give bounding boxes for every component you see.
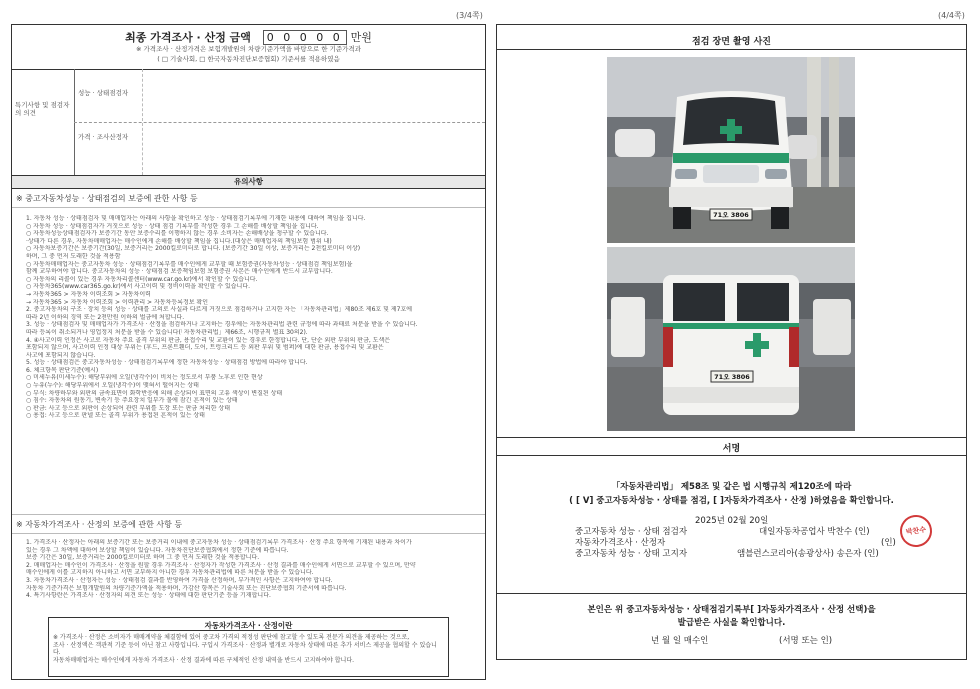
final-price-title-text: 최종 가격조사 · 산정 금액 [125,31,251,44]
page-number: (3/4쪽) [456,11,483,20]
section3-box [48,617,449,677]
section2-list-item: 있는 경우 그 차액에 대하여 보상할 책임이 있습니다. 자동차진단보증협회에서 정한 기준에 따릅니다. [26,546,289,554]
section1-list-item: ○ 용접: 사고 등으로 판넬 또는 골격 부위가 용접된 흔적이 있는 상태 [26,412,205,420]
section1-title: ※ 중고자동차성능 · 상태점검의 보증에 관한 사항 등 [16,194,198,203]
divider [12,514,485,515]
notifier-role: 중고자동차 성능 · 상태 고지자 [575,549,688,559]
section2-list-item: 자동차 기준가격은 보험개발원의 차량기준가액을 적용하며, 가감산 항목은 기술사회 또는 진단보증협회 기준서에 따릅니다. [26,584,347,592]
notice-title: 유의사항 [12,175,485,189]
section1-list-item: ○ 자동차보증기간은 보증기간(30일, 보증거리는 2000킬로미터로 합니다. (보증기간 30일 이상, 보증거리는 2천킬로미터 이상) [26,245,361,253]
buyer-signature-placeholder: (서명 또는 인) [779,636,833,646]
photo-section-title: 점검 장면 촬영 사진 [692,37,771,47]
section1-list-item: ○ 자동차의 리콜이 있는 경우 자동차리콜센터(www.car.go.kr)에서 확인할 수 있습니다. [26,275,258,283]
special-notes-label: 특기사항 및 점검자의 의견 [15,101,70,117]
section2-list-item: 보증 기간은 30일, 보증거리는 2000킬로미터로 하며 그 중 먼저 도래한 것을 적용합니다. [26,554,260,562]
section1-list-item: ○ 부식: 차량하부와 외판의 금속표면이 화학반응에 의해 손상되어 표면의 고유 색상이 변질된 상태 [26,389,283,397]
section1-list-item: ○ 누유(누수): 해당부위에서 오일(냉각수)이 맺혀서 떨어지는 상태 [26,382,199,390]
receipt-line2: 발급받은 사실을 확인합니다. [677,618,786,628]
section1-list-item: ○ 미세누유(미세누수): 해당부위에 오일(냉각수)이 비치는 정도로서 부품 노후로 인한 현상 [26,374,263,382]
front-photo [607,57,855,243]
price-note-line2: ( □ 기술사회, □ 한국자동차진단보증협회) 기준서를 적용하였음 [157,55,340,63]
notifier-name: 앰블런스코리아(송광상사) 송은자 (인) [737,549,879,559]
inspector-label: 성능 · 상태점검자 [78,89,129,97]
section2-list-item: 3. 자동차가격조사 · 산정자는 성능 · 상태점검 결과를 반영하여 가격을 산정하며, 부가적인 사항은 고지하여야 합니다. [26,576,333,584]
inspector-name: 대일자동차공업사 박찬수 (인) [759,527,870,537]
section1-list [26,215,477,420]
section3-text-line: 조사 · 산정액은 객관적 기준 등이 아닌 참고 사항입니다. 구입시 가격조사 · 산정과 별개로 자동차 상태에 따른 추가 서비스 제공을 협의할 수 있습니다. [53,641,437,657]
section2-list-item: 2. 매매업자는 매수인이 가격조사 · 산정을 원할 경우 가격조사 · 산정자가 작성한 가격조사 · 산정 결과를 매수인에게 서면으로 교부할 수 있으며, 만약 [26,561,416,569]
divider [12,533,485,534]
signature-section-title: 서명 [722,444,741,454]
divider [12,207,485,208]
section1-list-item: ○ 침수: 자동차의 원동기, 변속기 등 주요장치 일부가 물에 잠긴 흔적이 있는 상태 [26,397,238,405]
rear-ambulance-image [607,247,855,431]
divider [142,69,143,175]
section1-list-item: ○ 자동차365(www.car365.go.kr)에서 사고이력 및 정비이력을 확인할 수 있습니다. [26,283,251,291]
inspector-seal: 박찬수 [898,513,934,549]
section1-list-item: 5. 성능 · 상태점검은 중고자동차성능 · 상태점검기록부에 정한 자동차성능 · 상태점검 방법에 따라야 합니다. [26,359,308,367]
section1-list-item: ○ 자동차매매업자는 중고자동차 성능 · 상태점검기록부를 매수인에게 교부할 때 보험증권(자동차성능 · 상태점검 책임보험)을 [26,260,353,268]
section1-list-item: → 자동차365 > 자동차 이력조회 > 자동차이력 [26,290,151,298]
page-number: (4/4쪽) [938,11,965,20]
section2-list-item: 1. 가격조사 · 산정자는 아래의 보증기간 또는 보증거리 이내에 중고자동차 성능 · 상태점검기록부 가격조사 · 산정 주요 항목에 기재된 내용과 차이가 [26,539,412,546]
section3-text-line: 자동차매매업자는 매수인에게 자동차 가격조사 · 산정 결과에 따른 구체적인 산정 내역을 반드시 고지하여야 합니다. [53,656,355,664]
appraiser-role: 자동차가격조사 · 산정자 [575,538,666,548]
divider [497,437,966,438]
inspector-role: 중고자동차 성능 · 상태 점검자 [575,527,688,537]
section1-list-item: 하며, 그 중 먼저 도래한 것을 적용함 [26,252,121,260]
section1-list-item: 6. 체크항목 판단기준(예시) [26,366,99,374]
divider [89,630,408,631]
section1-list-item: ○ 판금: 사고 등으로 외판이 손상되어 관련 부위를 도장 또는 판금 처리한 상태 [26,404,231,412]
appraiser-name: (인) [881,538,896,548]
divider [12,69,485,70]
divider [497,593,966,594]
front-license-plate: 71오 3806 [713,211,749,219]
section3-text [53,634,444,664]
section2-title: ※ 자동차가격조사 · 산정의 보증에 관한 사항 등 [16,520,183,529]
section1-list-item: 함께 교부하여야 합니다. 중고자동차의 성능 · 상태점검 보증책임보험 보험증권 사본은 매수인에게 반드시 교부합니다. [26,268,333,276]
section1-list-item: ○ 자동차 성능 · 상태점검자가 거짓으로 성능 · 상태 점검 기록부를 작성한 경우 그 손해를 배상할 책임을 집니다. [26,222,319,230]
inspection-record-page-4 [496,24,967,660]
section1-list-item: 2. 중고자동차의 구조 · 장치 등의 성능 · 상태를 고의로 사실과 다르게 거짓으로 점검하거나 고지한 자는 「자동차관리법」제80조 제6호 및 제7호에 [26,306,413,314]
section1-list-item: 포함되지 않으며, 사고이력 인정 대상 부위는 (후드, 프론트휀더, 도어, 트렁크리드 등 외판 부위 및 범퍼)에 대한 판금, 용접수리 및 교환은 [26,344,384,352]
section2-list-item: 매수인에게 이를 고지하지 아니하고 서면 교부하지 아니한 경우 자동차관리법에 따른 처분을 받을 수 있습니다. [26,569,314,577]
rear-photo [607,247,855,431]
section3-title: 자동차가격조사 · 산정이란 [204,621,293,630]
final-price-title [12,29,485,45]
receipt-line1: 본인은 위 중고자동차성능 · 상태점검기록부[ ]자동차가격조사 · 산정 선택)을 [587,605,876,615]
inspection-record-page-3 [11,24,486,680]
section1-list-item: → 자동차365 > 자동차 이력조회 > 이력관리 > 자동차등록정보 확인 [26,298,209,306]
amount-unit: 만원 [350,31,372,44]
section2-list [26,539,477,600]
section1-list-item: 따라 등록이 취소되거나 영업정지 처분을 받을 수 있습니다(「자동차관리법」제66조, 시행규칙 별표 30의2). [26,328,308,336]
section2-list-item: 4. 특기사항란은 가격조사 · 산정자의 의견 또는 성능 · 상태에 대한 판단기준 등을 기재합니다. [26,592,271,600]
sign-date: 2025년 02월 20일 [695,516,769,526]
section3-text-line: ※ 가격조사 · 산정은 소비자가 매매계약을 체결함에 있어 중고차 가격의 적정성 판단에 참고할 수 있도록 전문가 의견을 제공하는 것으로, [53,634,410,641]
section1-list-item: 4. ④사고이력 인정은 사고로 자동차 주요 골격 부위의 판금, 용접수리 및 교환이 있는 경우로 한정합니다. 단, 단순 외판 부위의 판금, 도색은 [26,336,391,344]
buyer-line: 년 월 일 매수인 [651,636,709,646]
section1-list-item: ○ 자동차성능상태점검자가 보증기간 동안 보증수리를 이행하지 않는 경우 소비자는 손해배상을 청구할 수 있습니다. [26,230,329,238]
divider [74,122,485,123]
section1-list-item: 3. 성능 · 상태점검자 및 매매업자가 가격조사 · 산정을 점검하거나 고지하는 경우에는 자동차관리법 관련 규정에 따라 과태료 처분을 받을 수 있습니다. [26,321,418,329]
rear-license-plate: 71오 3806 [714,373,750,381]
amount-boxes: 0 0 0 0 0 [263,30,347,45]
price-note-line1: ※ 가격조사 · 산정가격은 보험개발원의 차량기준가액을 바탕으로 한 기준가격과 [136,45,361,53]
law-statement-line1: 「자동차관리법」 제58조 및 같은 법 시행규칙 제120조에 따라 [611,482,852,492]
section1-list-item: 사고에 포함되지 않습니다. [26,351,96,359]
section1-list-item: 1. 자동차 성능 · 상태점검자 및 매매업자는 아래의 사항을 확인하고 성능 · 상태점검기록부에 기재한 내용에 대하여 책임을 집니다. [26,215,366,222]
appraiser-label: 가격 · 조사산정자 [78,133,129,141]
law-statement-line2: ( [ V] 중고자동차성능 · 상태를 점검, [ ]자동차가격조사 · 산정 )하였음을 확인합니다. [569,496,894,506]
section1-list-item: 따라 2년 이하의 징역 또는 2천만원 이하의 벌금에 처합니다. [26,313,185,321]
divider [497,49,966,50]
section1-list-item: ·상태가 다른 경우, 자동차매매업자는 매수인에게 손해를 배상할 책임을 집니다.(대상은 매매업자의 책임보험 범위 내) [26,237,332,245]
divider [497,455,966,456]
